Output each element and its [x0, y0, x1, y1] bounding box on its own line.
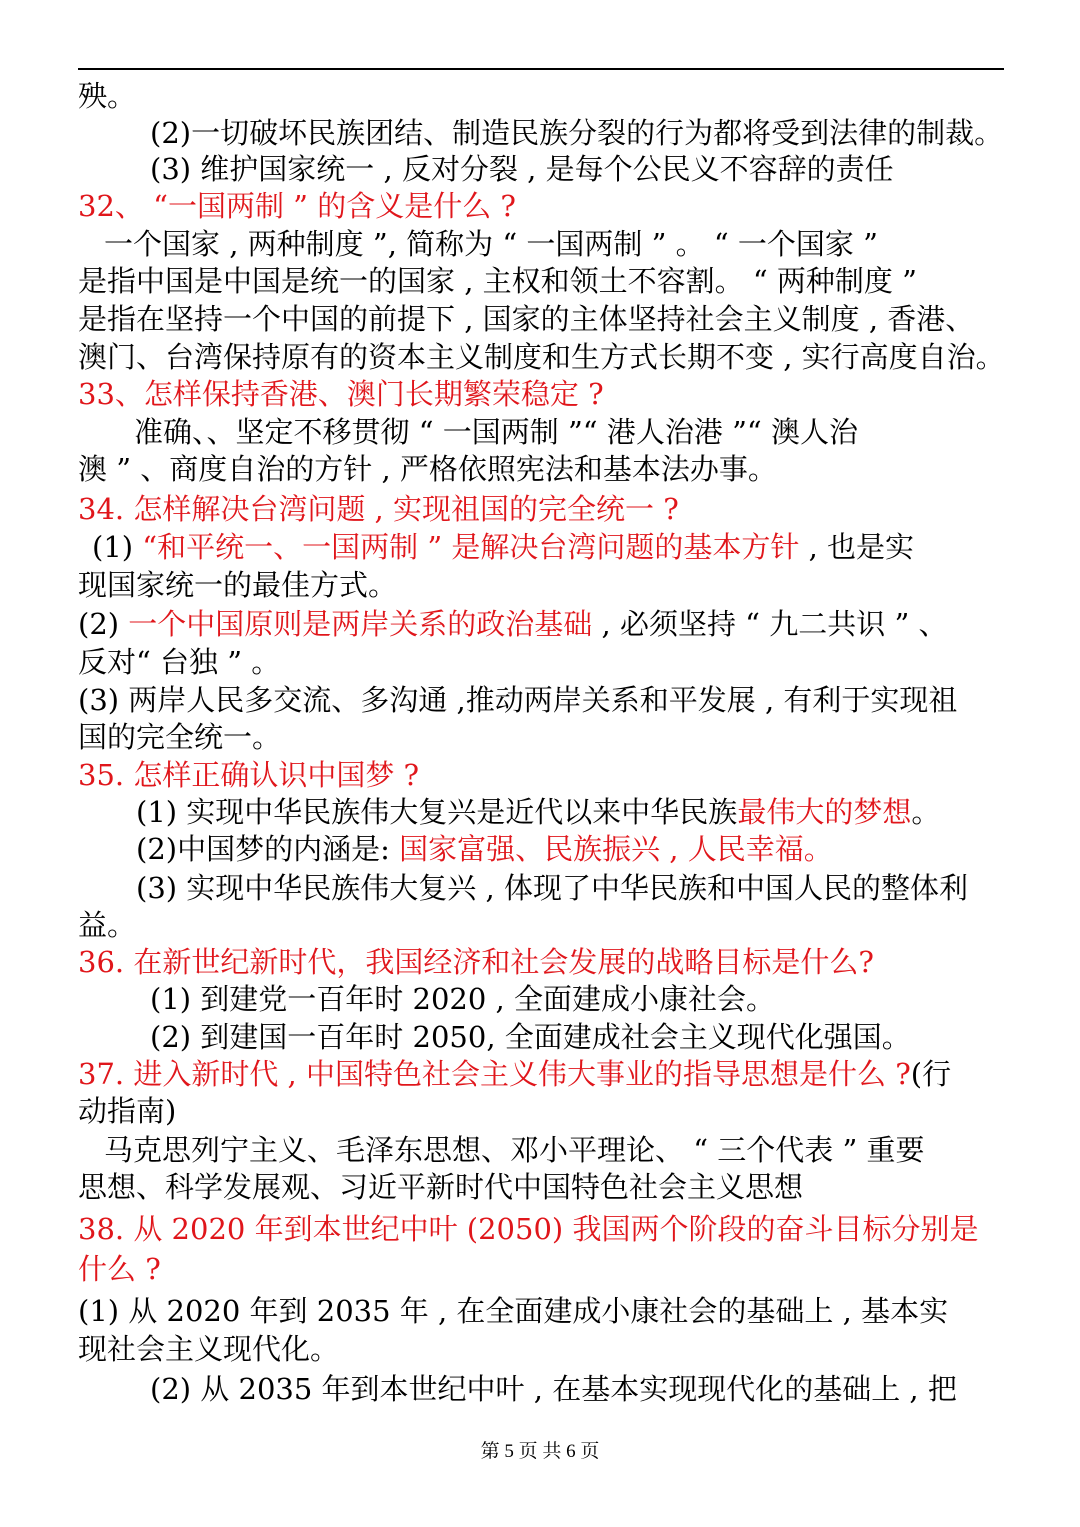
text-segment: , 必须坚持 “ 九二共识 ” 、	[592, 607, 948, 641]
text-segment: (2) 从 2035 年到本世纪中叶 , 在基本实现现代化的基础上 , 把	[150, 1372, 957, 1406]
highlighted-text: “和平统一、一国两制 ” 是解决台湾问题的基本方针	[142, 530, 800, 564]
text-segment: (1) 从 2020 年到 2035 年 , 在全面建成小康社会的基础上 , 基本实	[78, 1294, 949, 1328]
text-line	[78, 375, 604, 413]
header-rule	[78, 68, 1004, 70]
text-segment: (2)	[78, 607, 129, 641]
text-line	[150, 1370, 957, 1408]
text-line	[78, 1210, 978, 1248]
text-line	[78, 756, 419, 794]
text-segment: 国的完全统一。	[78, 720, 282, 754]
text-line	[78, 450, 777, 488]
text-segment: (2) 到建国一百年时 2050, 全面建成社会主义现代化强国。	[150, 1020, 911, 1054]
text-segment: 益。	[78, 908, 137, 942]
text-line	[150, 150, 894, 188]
text-segment: 殃。	[78, 79, 137, 113]
text-line	[78, 1092, 176, 1130]
text-line	[78, 1168, 803, 1206]
text-segment: 动指南)	[78, 1094, 177, 1128]
text-segment: (1) 到建党一百年时 2020 , 全面建成小康社会。	[150, 982, 775, 1016]
text-segment: (3) 实现中华民族伟大复兴 , 体现了中华民族和中国人民的整体利	[136, 871, 968, 905]
text-line	[78, 906, 136, 944]
text-line	[150, 980, 775, 1018]
text-segment: (2)中国梦的内涵是:	[136, 832, 400, 866]
highlighted-text: 一个中国原则是两岸关系的政治基础	[128, 607, 593, 641]
text-line	[104, 1131, 925, 1169]
text-line	[78, 262, 917, 300]
text-line	[78, 1250, 161, 1288]
highlighted-text: 32、 “一国两制 ” 的含义是什么 ?	[78, 189, 516, 223]
text-line	[78, 566, 397, 604]
text-segment: 澳 ” 、商度自治的方针 , 严格依照宪法和基本法办事。	[78, 452, 777, 486]
text-line	[136, 830, 833, 868]
highlighted-text: 34. 怎样解决台湾问题 , 实现祖国的完全统一 ?	[78, 492, 679, 526]
text-line	[78, 643, 280, 681]
text-line	[78, 1292, 948, 1330]
text-line	[78, 605, 948, 643]
text-segment: (2)一切破坏民族团结、制造民族分裂的行为都将受到法律的制裁。	[150, 116, 1004, 150]
page-footer: 第 5 页 共 6 页	[480, 1441, 600, 1462]
text-segment: 反对“ 台独 ” 。	[78, 645, 281, 679]
text-line	[78, 943, 874, 981]
text-line	[150, 1018, 911, 1056]
text-line	[78, 1330, 339, 1368]
text-segment: (3) 维护国家统一 , 反对分裂 , 是每个公民义不容辞的责任	[150, 152, 894, 186]
highlighted-text: 国家富强、民族振兴 , 人民幸福。	[399, 832, 833, 866]
text-segment: 是指在坚持一个中国的前提下 , 国家的主体坚持社会主义制度 , 香港、	[78, 302, 975, 336]
highlighted-text: 37. 进入新时代 , 中国特色社会主义伟大事业的指导思想是什么 ?	[78, 1057, 911, 1091]
highlighted-text: 35. 怎样正确认识中国梦 ?	[78, 758, 420, 792]
text-line	[78, 681, 957, 719]
text-line	[78, 300, 974, 338]
text-segment: 现国家统一的最佳方式。	[78, 568, 398, 602]
text-line	[150, 114, 1003, 152]
text-line	[104, 225, 878, 263]
highlighted-text: 什么 ?	[78, 1252, 161, 1286]
highlighted-text: 36. 在新世纪新时代，我国经济和社会发展的战略目标是什么?	[78, 945, 874, 979]
text-line	[136, 793, 940, 831]
text-line	[78, 77, 136, 115]
text-line	[78, 490, 679, 528]
text-segment: 现社会主义现代化。	[78, 1332, 340, 1366]
text-segment: (1) 实现中华民族伟大复兴是近代以来中华民族	[136, 795, 738, 829]
text-line	[136, 869, 968, 907]
text-line	[134, 413, 858, 451]
text-line	[78, 718, 281, 756]
text-segment: 。	[911, 795, 941, 829]
text-line	[78, 1055, 951, 1093]
text-line	[78, 338, 1005, 376]
text-segment: (1)	[92, 530, 143, 564]
text-line	[92, 528, 914, 566]
text-segment: 准确、、坚定不移贯彻 “ 一国两制 ”“ 港人治港 ”“ 澳人治	[134, 415, 858, 449]
text-segment: (行	[910, 1057, 952, 1091]
text-line	[78, 187, 516, 225]
highlighted-text: 最伟大的梦想	[737, 795, 912, 829]
text-segment: (3) 两岸人民多交流、多沟通 ,推动两岸关系和平发展 , 有利于实现祖	[78, 683, 958, 717]
text-segment: 思想、科学发展观、习近平新时代中国特色社会主义思想	[78, 1170, 804, 1204]
text-segment: 澳门、台湾保持原有的资本主义制度和生方式长期不变 , 实行高度自治。	[78, 340, 1005, 374]
text-segment: 是指中国是中国是统一的国家 , 主权和领土不容割。 “ 两种制度 ”	[78, 264, 917, 298]
text-segment: 一个国家 , 两种制度 ”, 简称为 “ 一国两制 ” 。 “ 一个国家 ”	[104, 227, 878, 261]
highlighted-text: 33、怎样保持香港、澳门长期繁荣稳定 ?	[78, 377, 604, 411]
text-segment: , 也是实	[799, 530, 915, 564]
text-segment: 马克思列宁主义、毛泽东思想、邓小平理论、 “ 三个代表 ” 重要	[104, 1133, 925, 1167]
highlighted-text: 38. 从 2020 年到本世纪中叶 (2050) 我国两个阶段的奋斗目标分别是	[78, 1212, 979, 1246]
